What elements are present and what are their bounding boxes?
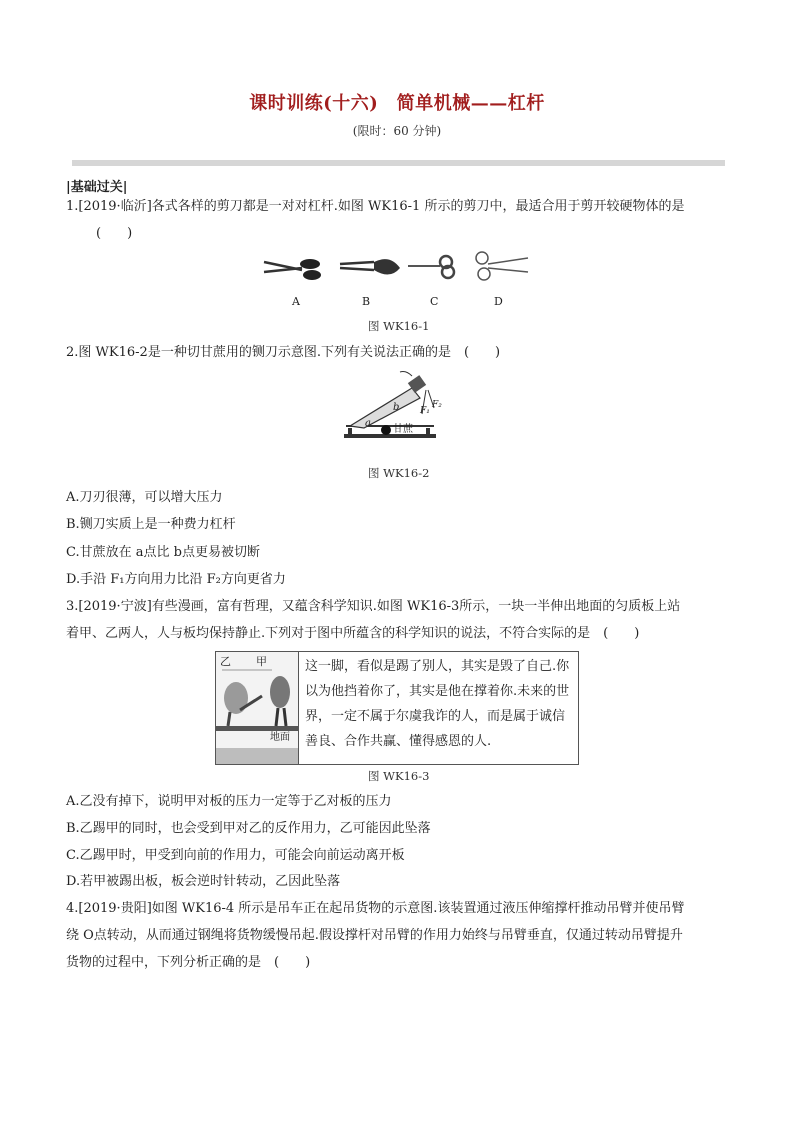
- label-yi: 乙: [220, 655, 231, 668]
- q2-option-c: C.甘蔗放在 a点比 b点更易被切断: [66, 545, 260, 560]
- scissors-figure: [262, 250, 534, 292]
- q1-option-b: B: [362, 295, 371, 308]
- section-title: |基础过关|: [66, 180, 128, 195]
- q3-stem-line2: 着甲、乙两人，人与板均保持静止.下列对于图中所蕴含的科学知识的说法，不符合实际的是 ( ): [66, 626, 640, 641]
- q3-option-b: B.乙踢甲的同时，也会受到甲对乙的反作用力，乙可能因此坠落: [66, 821, 431, 836]
- scissors-d-icon: [476, 252, 528, 280]
- scissors-c-icon: [408, 256, 454, 278]
- label-a: a: [365, 418, 371, 429]
- q4-stem-line3: 货物的过程中，下列分析正确的是 ( ): [66, 955, 311, 970]
- q1-answer-bracket: ( ): [96, 226, 133, 241]
- q2-stem: 2.图 WK16-2是一种切甘蔗用的铡刀示意图.下列有关说法正确的是 ( ): [66, 345, 501, 360]
- q2-option-a: A.刀刃很薄，可以增大压力: [66, 490, 223, 505]
- q4-stem-line1: 4.[2019·贵阳]如图 WK16-4 所示是吊车正在起吊货物的示意图.该装置通过液压伸缩撑杆推动吊臂并使吊臂: [66, 901, 685, 916]
- q2-option-b: B.铡刀实质上是一种费力杠杆: [66, 517, 236, 532]
- q3-option-d: D.若甲被踢出板，板会逆时针转动，乙因此坠落: [66, 874, 341, 889]
- label-f1: F₁: [420, 406, 430, 416]
- label-jia: 甲: [256, 655, 267, 668]
- q3-figure-caption: 图 WK16-3: [368, 769, 430, 783]
- q1-option-a: A: [292, 295, 300, 308]
- label-f2: F₂: [432, 400, 442, 410]
- header-divider: [72, 160, 725, 166]
- page-title: 课时训练(十六) 简单机械——杠杆: [249, 93, 545, 114]
- q2-option-d: D.手沿 F₁方向用力比沿 F₂方向更省力: [66, 572, 286, 587]
- comic-text: 这一脚，看似是踢了别人，其实是毁了自己.你以为他挡着你了，其实是他在撑着你.未来的世界，一定不属于尔虞我诈的人，而是属于诚信善良、合作共赢、懂得感恩的人.: [305, 659, 570, 749]
- label-sugarcane: 甘蔗: [393, 424, 413, 435]
- q2-figure-caption: 图 WK16-2: [368, 466, 430, 480]
- q1-option-c: C: [430, 295, 439, 308]
- q1-figure-caption: 图 WK16-1: [368, 319, 430, 333]
- label-ground: 地面: [270, 732, 290, 743]
- comic-figure: [215, 651, 579, 765]
- scissors-a-icon: [264, 259, 321, 280]
- q4-stem-line2: 绕 O点转动，从而通过钢绳将货物缓慢吊起.假设撑杆对吊臂的作用力始终与吊臂垂直，仅通过转动吊臂提升: [66, 928, 683, 943]
- q3-stem-line1: 3.[2019·宁波]有些漫画，富有哲理，又蕴含科学知识.如图 WK16-3所示，一块一半伸出地面的匀质板上站: [66, 599, 681, 614]
- q1-option-d: D: [494, 295, 503, 308]
- q1-stem: 1.[2019·临沂]各式各样的剪刀都是一对对杠杆.如图 WK16-1 所示的剪刀中，最适合用于剪开较硬物体的是: [66, 199, 685, 214]
- scissors-b-icon: [340, 259, 400, 274]
- q3-option-c: C.乙踢甲时，甲受到向前的作用力，可能会向前运动离开板: [66, 848, 405, 863]
- label-b: b: [393, 402, 400, 413]
- q3-option-a: A.乙没有掉下，说明甲对板的压力一定等于乙对板的压力: [66, 794, 392, 809]
- time-limit: (限时：60 分钟): [352, 124, 442, 138]
